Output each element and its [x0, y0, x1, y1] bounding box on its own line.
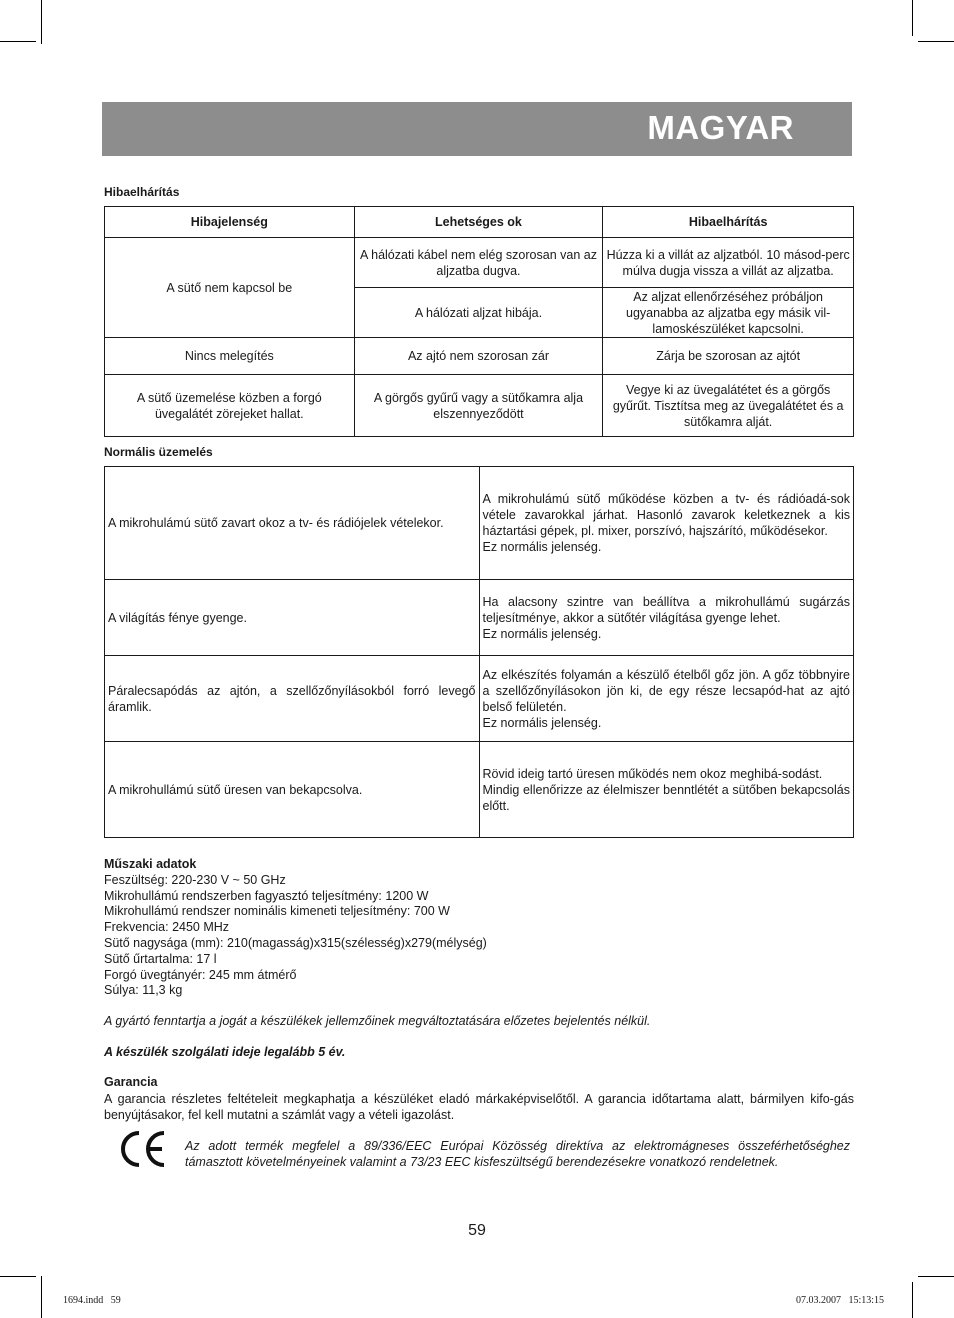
symptom-cell: A sütő nem kapcsol be — [105, 238, 355, 338]
spec-line: Frekvencia: 2450 MHz — [104, 920, 230, 935]
spec-line: Feszültség: 220-230 V ~ 50 GHz — [104, 872, 286, 887]
explanation-cell — [479, 580, 854, 656]
situation-cell: A világítás fénye gyenge. — [105, 580, 480, 656]
page-number: 59 — [468, 1222, 486, 1239]
explanation-text: Az elkészítés folyamán a készülő ételből gőz jön. A gőz többnyire a szellőzőnyílásokon jön ki, de egy része lecsapód-hat az ajtó belső felületén. — [482, 667, 850, 714]
explanation-note: Ez normális jelenség. — [482, 626, 602, 641]
spec-line: Sütő nagysága (mm): 210(magasság)x315(szélesség)x279(mélység) — [104, 935, 487, 950]
situation-cell: A mikrohulámú sütő zavart okoz a tv- és rádiójelek vételekor. — [105, 467, 480, 580]
column-header: Lehetséges ok — [354, 207, 603, 238]
fix-cell: Zárja be szorosan az ajtót — [603, 338, 854, 375]
table-row — [105, 580, 854, 656]
spec-line: Mikrohullámú rendszer nominális kimeneti teljesítmény: 700 W — [104, 904, 450, 919]
crop-mark — [41, 1276, 42, 1318]
cause-cell: A görgős gyűrű vagy a sütőkamra alja elszennyeződött — [354, 375, 603, 437]
guarantee-text: A garancia részletes feltételeit megkaphatja a készüléket eladó márkaképviselőtől. A garancia időtartama alatt, bármilyen kifo-gás benyújtásakor, fel kell mutatni a számlát vagy a vételi igazolást. — [104, 1092, 854, 1122]
explanation-cell — [479, 742, 854, 838]
crop-mark — [912, 0, 913, 36]
explanation-cell — [479, 467, 854, 580]
guarantee-heading: Garancia — [104, 1075, 158, 1089]
footer-file: 1694.indd 59 — [63, 1295, 121, 1306]
footer-timestamp: 07.03.2007 15:13:15 — [795, 1295, 884, 1306]
explanation-text: Ha alacsony szintre van beállítva a mikrohullámú sugárzás teljesítménye, akkor a sütőtér világítása gyenge lehet. — [482, 594, 850, 625]
specs-heading: Műszaki adatok — [104, 857, 197, 871]
fix-cell: Az aljzat ellenőrzéséhez próbáljon ugyanabba az aljzatba egy másik vil-lamoskészüléket kapcsolni. — [603, 288, 854, 338]
spec-line: Forgó üvegtányér: 245 mm átmérő — [104, 967, 297, 982]
column-header: Hibaelhárítás — [603, 207, 854, 238]
cause-cell: A hálózati aljzat hibája. — [354, 288, 603, 338]
situation-cell: Páralecsapódás az ajtón, a szellőzőnyílásokból forró levegő áramlik. — [105, 656, 480, 742]
service-life-note: A készülék szolgálati ideje legalább 5 év. — [104, 1045, 346, 1059]
cause-cell: Az ajtó nem szorosan zár — [354, 338, 603, 375]
explanation-text: Rövid ideig tartó üresen működés nem okoz meghibá-sodást. — [482, 766, 823, 781]
explanation-note: Ez normális jelenség. — [482, 540, 602, 554]
spec-line: Mikrohullámú rendszerben fagyasztó teljesítmény: 1200 W — [104, 888, 429, 903]
spec-line: Súlya: 11,3 kg — [104, 983, 183, 998]
table-row — [105, 238, 854, 288]
crop-mark — [918, 1276, 954, 1277]
explanation-note: Mindig ellenőrizze az élelmiszer benntlétét a sütőben bekapcsolás előtt. — [482, 782, 850, 813]
symptom-cell: Nincs melegítés — [105, 338, 355, 375]
fix-cell: Vegye ki az üvegalátétet és a görgős gyűrűt. Tisztítsa meg az üvegalátétet és a sütőkamra alját. — [603, 375, 854, 437]
crop-mark — [0, 1276, 36, 1277]
explanation-text: A mikrohulámú sütő működése közben a tv- és rádióadá-sok vétele zavarokkal járhat. Hasonló zavarok keletkeznek a kis háztartási gépek, pl. mixer, porszívó, hajszárító, működésekor. — [482, 492, 850, 538]
banner-title: MAGYAR — [647, 109, 794, 146]
table-row — [105, 338, 854, 375]
crop-mark — [918, 41, 954, 42]
troubleshooting-heading: Hibaelhárítás — [104, 185, 180, 199]
technical-specs — [104, 857, 487, 999]
cause-cell: A hálózati kábel nem elég szorosan van az aljzatba dugva. — [354, 238, 603, 288]
explanation-cell — [479, 656, 854, 742]
ce-mark-icon — [120, 1128, 168, 1170]
ce-declaration: Az adott termék megfelel a 89/336/EEC Európai Közösség direktíva az elektromágneses összeférhetőséghez támasztott követelményeinek valamint a 73/23 EEC kisfeszültségű berendezésekre vonatkozó rendeletnek. — [185, 1139, 850, 1169]
column-header: Hibajelenség — [105, 207, 355, 238]
explanation-note: Ez normális jelenség. — [482, 715, 602, 730]
normal-operation-heading: Normális üzemelés — [104, 445, 213, 459]
manufacturer-note: A gyártó fenntartja a jogát a készülékek jellemzőinek megváltoztatására előzetes bejelentés nélkül. — [104, 1014, 651, 1028]
table-header-row — [105, 207, 854, 238]
crop-mark — [0, 41, 36, 42]
crop-mark — [41, 0, 42, 44]
table-row — [105, 742, 854, 838]
table-row — [105, 656, 854, 742]
situation-cell: A mikrohullámú sütő üresen van bekapcsolva. — [105, 742, 480, 838]
table-row — [105, 375, 854, 437]
troubleshooting-table — [104, 206, 854, 437]
language-banner — [102, 102, 852, 156]
symptom-cell: A sütő üzemelése közben a forgó üvegalátét zörejeket hallat. — [105, 375, 355, 437]
table-row — [105, 467, 854, 580]
normal-operation-table — [104, 466, 854, 838]
crop-mark — [912, 1282, 913, 1318]
fix-cell: Húzza ki a villát az aljzatból. 10 másod-perc múlva dugja vissza a villát az aljzatba. — [603, 238, 854, 288]
spec-line: Sütő űrtartalma: 17 l — [104, 951, 217, 966]
